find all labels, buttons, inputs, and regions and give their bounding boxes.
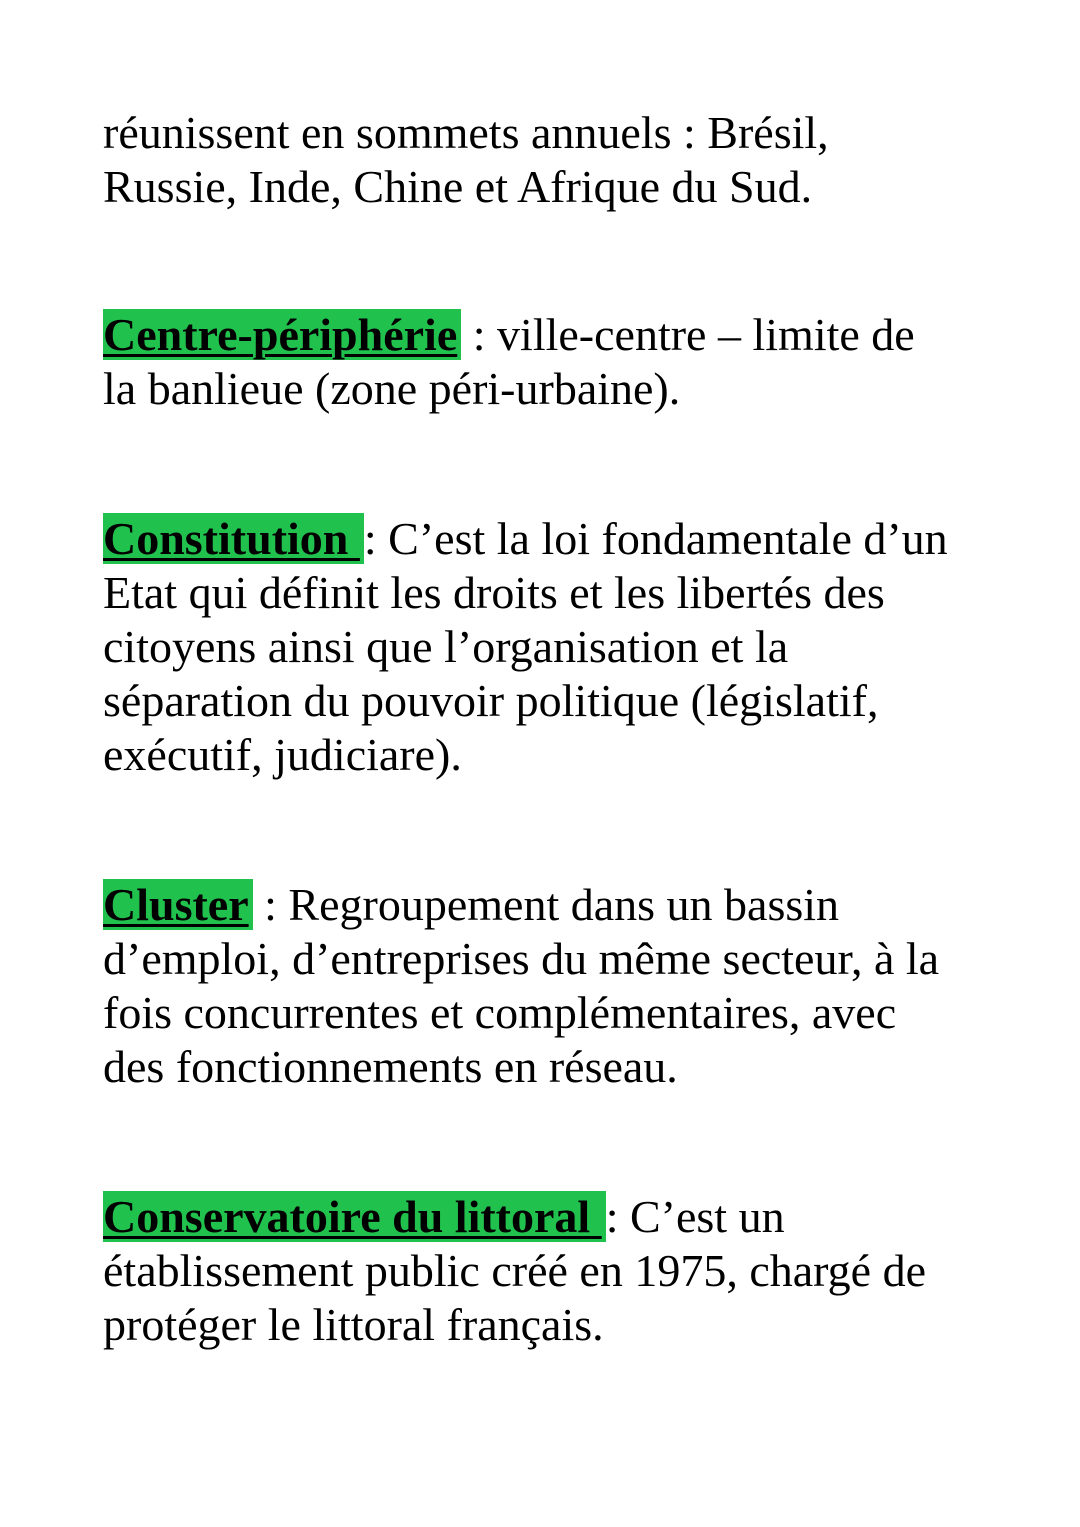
definition-line: Regroupement dans un bassin [288, 879, 840, 930]
definition-line: des fonctionnements en réseau. [103, 1041, 678, 1092]
term-separator: : [461, 309, 498, 360]
definition-line: C’est la loi fondamentale d’un [388, 513, 948, 564]
term-separator: : [605, 1191, 630, 1242]
definition-line: établissement public créé en 1975, chargé de [103, 1245, 926, 1296]
term-conservatoire-du-littoral: Conservatoire du littoral [103, 1191, 606, 1242]
definition-line: d’emploi, d’entreprises du même secteur, à la [103, 933, 940, 984]
term-constitution: Constitution [103, 513, 364, 564]
definition-line: la banlieue (zone péri-urbaine). [103, 363, 681, 414]
term-separator: : [252, 879, 289, 930]
definition-line: C’est un [629, 1191, 785, 1242]
definition-centre-peripherie [103, 308, 1003, 416]
definition-line: exécutif, judiciare). [103, 729, 462, 780]
term-cluster: Cluster [103, 879, 253, 930]
definition-constitution [103, 512, 1003, 782]
definition-line: séparation du pouvoir politique (législatif, [103, 675, 879, 726]
intro-line-1: réunissent en sommets annuels : Brésil, [103, 107, 829, 158]
definition-line: fois concurrentes et complémentaires, avec [103, 987, 897, 1038]
definition-line: ville-centre – limite de [497, 309, 915, 360]
definition-line: protéger le littoral français. [103, 1299, 604, 1350]
term-centre-peripherie: Centre-périphérie [103, 309, 461, 360]
definition-line: Etat qui définit les droits et les libertés des [103, 567, 885, 618]
definition-line: citoyens ainsi que l’organisation et la [103, 621, 789, 672]
definition-cluster [103, 878, 1003, 1094]
intro-line-2: Russie, Inde, Chine et Afrique du Sud. [103, 161, 813, 212]
term-separator: : [363, 513, 389, 564]
intro-paragraph [103, 106, 1003, 214]
definition-conservatoire-du-littoral [103, 1190, 1003, 1352]
